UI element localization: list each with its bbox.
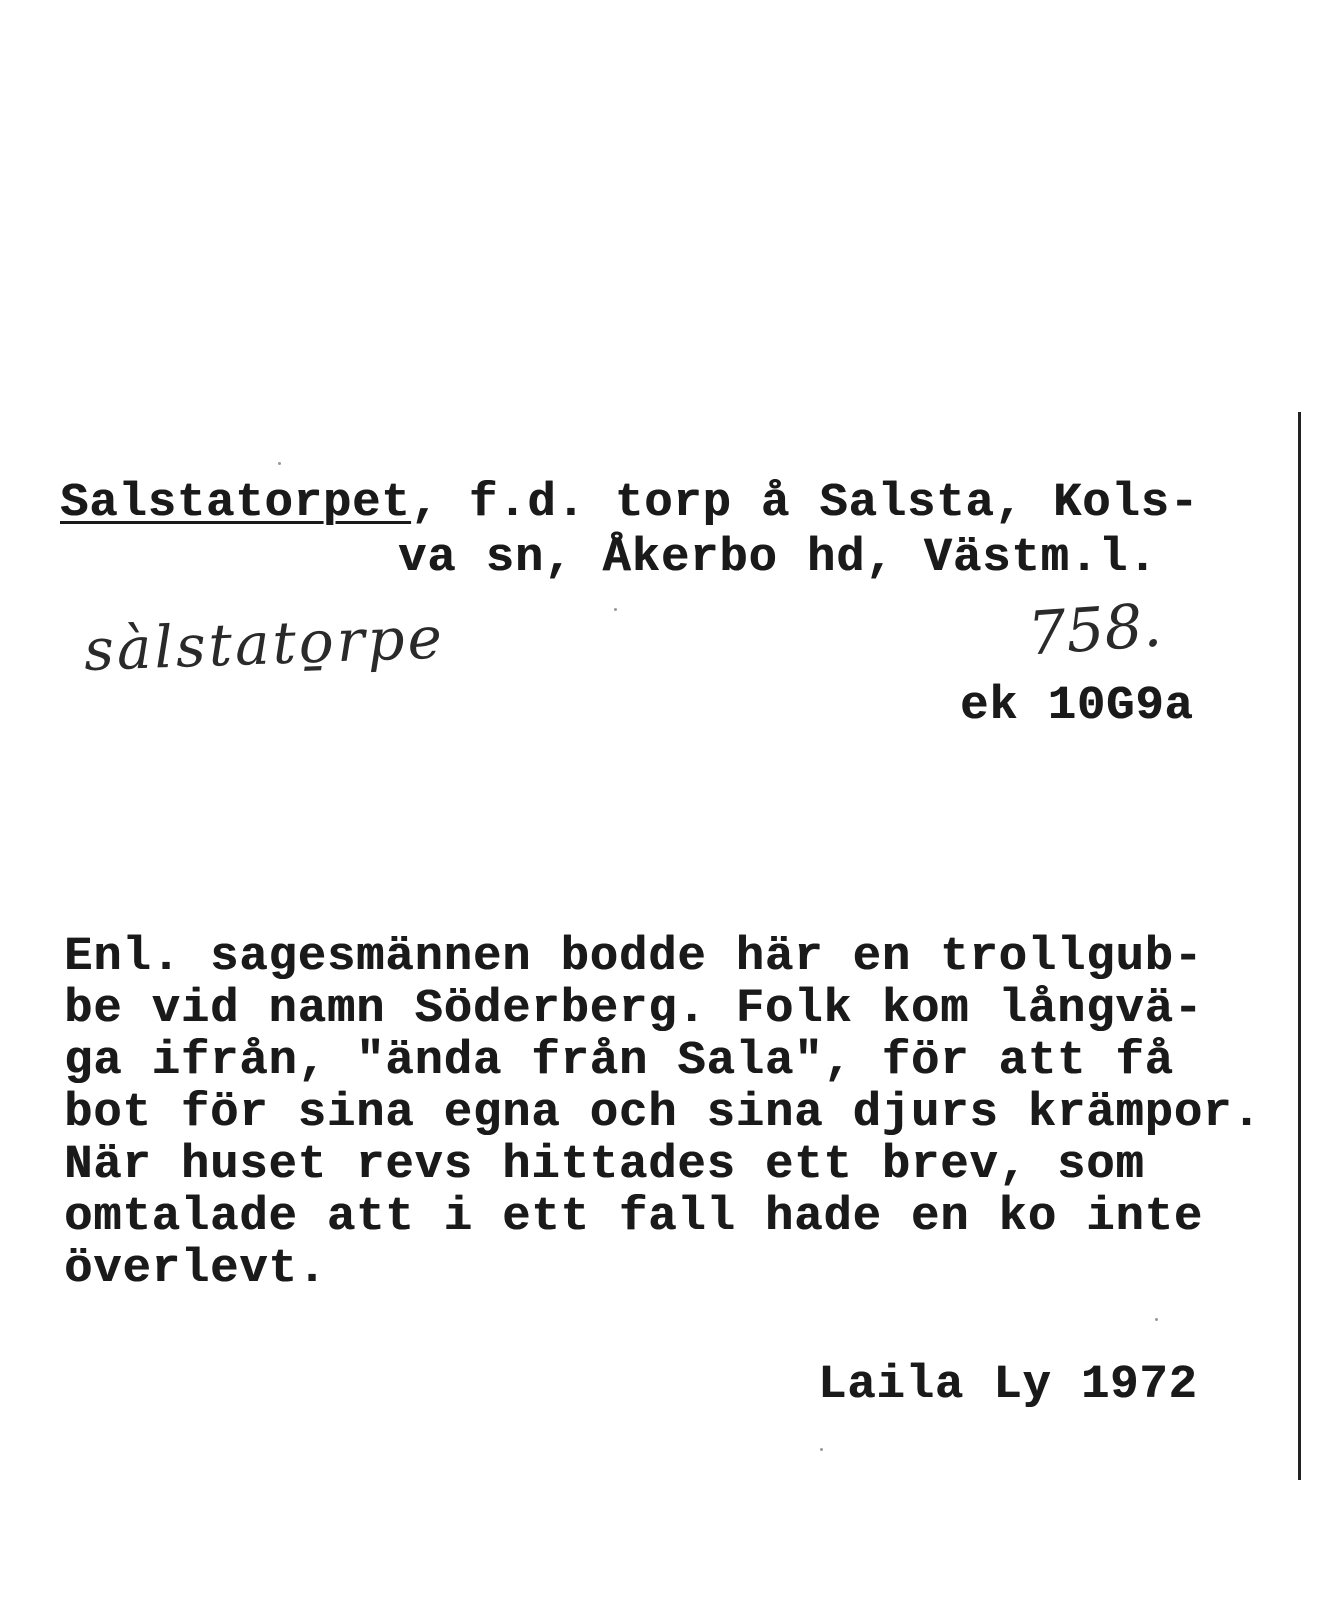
body-line: omtalade att i ett fall hade en ko inte — [64, 1191, 1203, 1244]
paper-speck — [820, 1448, 823, 1451]
card-edge-line — [1298, 412, 1301, 1480]
paper-speck — [614, 608, 617, 611]
body-line: överlevt. — [64, 1243, 327, 1296]
headword: Salstatorpet — [60, 477, 411, 530]
card-number: 758. — [1025, 590, 1164, 670]
paper-speck — [278, 462, 281, 465]
body-line: be vid namn Söderberg. Folk kom långvä- — [64, 983, 1203, 1036]
body-text — [64, 932, 1261, 1296]
body-line: Enl. sagesmännen bodde här en trollgub- — [64, 931, 1203, 984]
signature: Laila Ly 1972 — [818, 1359, 1198, 1412]
heading-line-1 — [60, 477, 1199, 530]
body-line: ga ifrån, "ända från Sala", för att få — [64, 1035, 1174, 1088]
heading-line-2: va sn, Åkerbo hd, Västm.l. — [398, 532, 1158, 585]
phonetic-transcription: sàlstato̱rpe — [82, 603, 446, 684]
body-line: bot för sina egna och sina djurs krämpor. — [64, 1087, 1262, 1140]
body-line: När huset revs hittades ett brev, som — [64, 1139, 1145, 1192]
map-code: ek 10G9a — [960, 680, 1194, 733]
paper-speck — [1155, 1318, 1158, 1321]
heading-line-1-rest: , f.d. torp å Salsta, Kols- — [410, 477, 1199, 530]
